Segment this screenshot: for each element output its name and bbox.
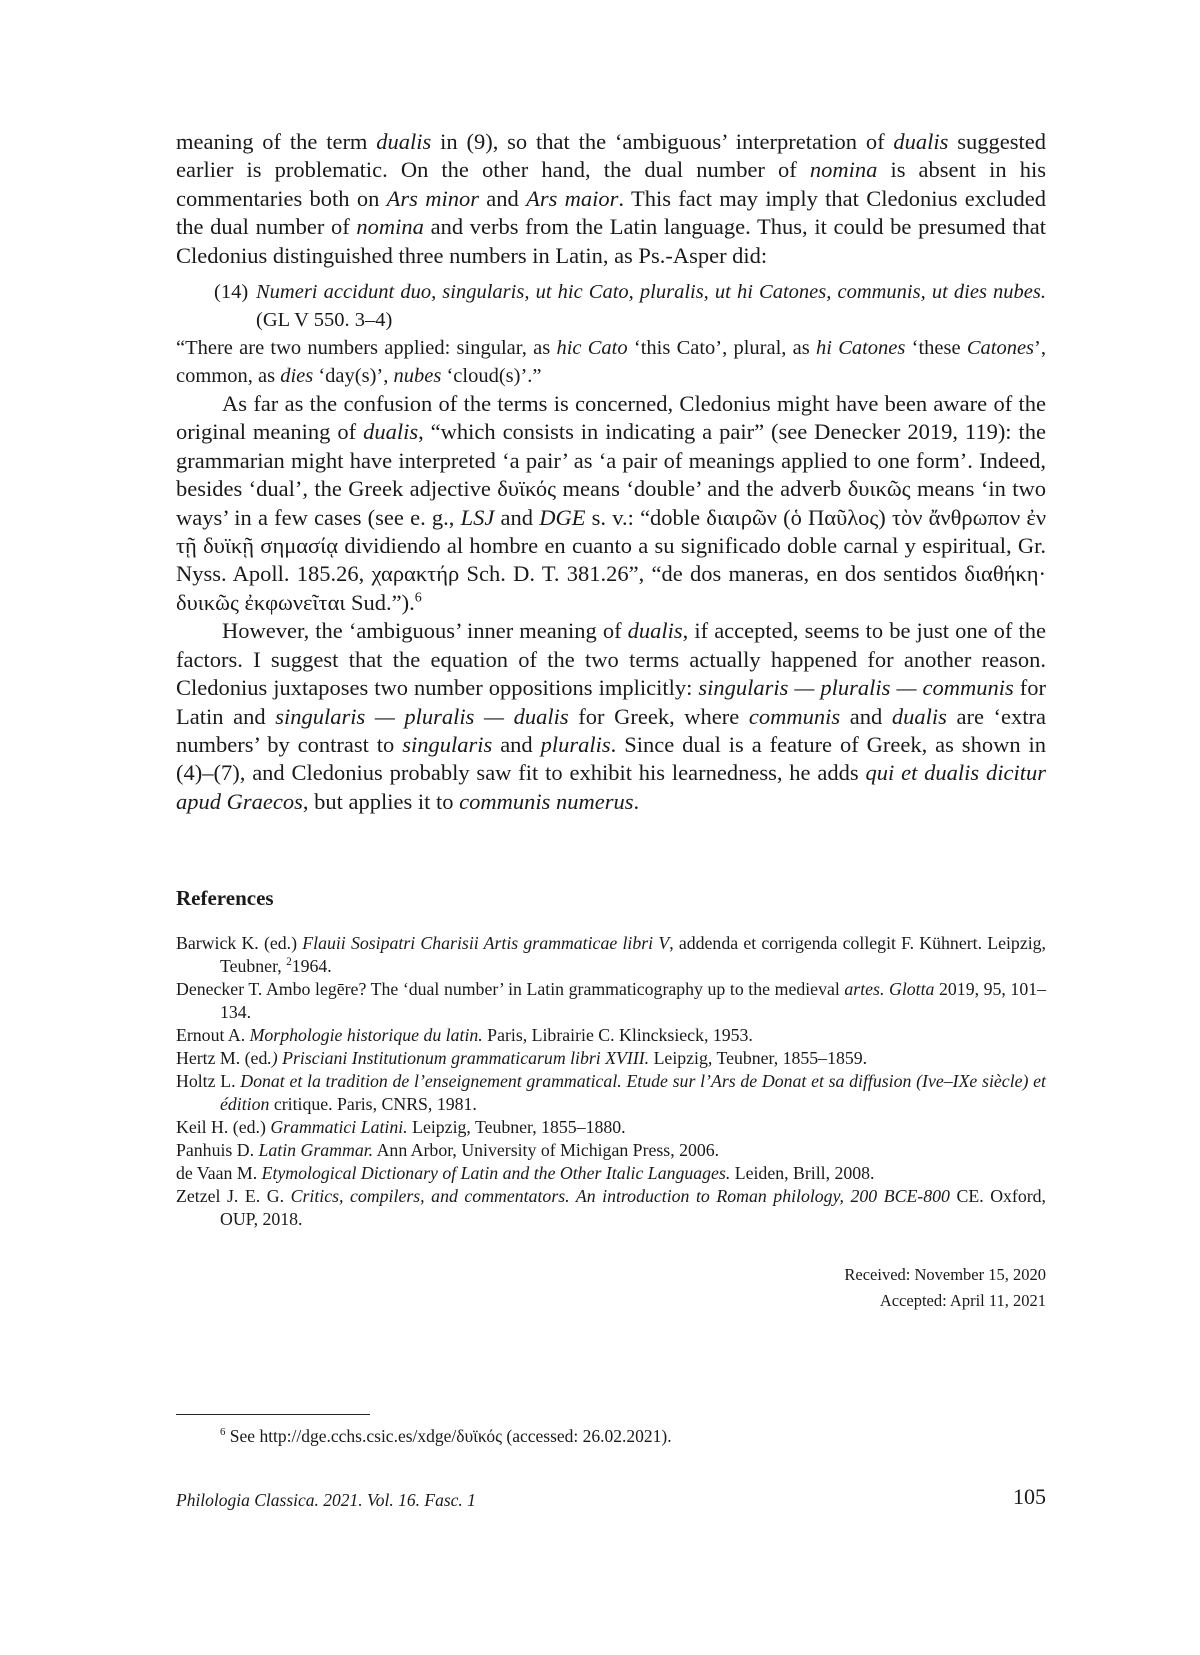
italic-text: dualis (363, 419, 419, 445)
paragraph (176, 390, 1046, 617)
reference-item (176, 1047, 1046, 1070)
italic-text: communis (748, 703, 841, 729)
text-run: for Greek, where (568, 703, 749, 729)
superscript: 6 (414, 590, 422, 606)
received-date: Received: November 15, 2020 (844, 1265, 1046, 1284)
italic-text: singularis (402, 731, 493, 757)
text-run: Ann Arbor, University of Michigan Press, 2006. (373, 1140, 720, 1160)
reference-item (176, 1024, 1046, 1047)
text-run: . (633, 788, 640, 814)
text-run: Zetzel J. E. G. (176, 1186, 291, 1206)
italic-text: singularis — pluralis — communis (698, 675, 1014, 701)
text-run: CE. Oxford, OUP, 2018. (220, 1186, 1046, 1229)
italic-text: Grammatici Latini. (270, 1117, 408, 1137)
text-run: Paris, Librairie C. Klincksieck, 1953. (482, 1025, 753, 1045)
text-run: , addenda et corrigenda collegit F. Kühnert. Leipzig, Teubner, (220, 933, 1046, 976)
italic-text: nomina (356, 214, 424, 240)
text-run: Leipzig, Teubner, 1855–1880. (407, 1117, 626, 1137)
text-run: 1964. (291, 956, 332, 976)
italic-text: hi Catones (816, 337, 906, 360)
italic-text: dualis (627, 618, 683, 644)
footnote-text: See http://dge.cchs.csic.es/xdge/δυϊκός (accessed: 26.02.2021). (225, 1426, 672, 1446)
text-run: ‘cloud(s)’.” (441, 365, 542, 388)
italic-text: pluralis (540, 731, 611, 757)
paragraph (176, 617, 1046, 816)
text-run: Denecker T. Ambo legēre? The ‘dual number’ in Latin grammaticography up to the medieval (176, 979, 845, 999)
italic-text: hic Cato (556, 337, 628, 360)
paragraph (176, 128, 1046, 270)
text-run: for Latin and (176, 675, 1046, 729)
italic-text: Catones (966, 337, 1035, 360)
text-run: As far as the confusion of the terms is concerned, Cledonius might have been aware of the original meaning of (176, 391, 1046, 445)
text-run: Hertz M. (ed (176, 1048, 268, 1068)
text-run: ’, common, as (176, 337, 1046, 388)
journal-citation: Philologia Classica. 2021. Vol. 16. Fasc. 1 (176, 1490, 476, 1510)
text-run: . Since dual is a feature of Greek, as shown in (4)–(7), and Cledonius probably saw fit to exhibit his learnedness, he adds (176, 731, 1046, 786)
italic-text: dualis (891, 703, 947, 729)
example-number: (14) (214, 281, 249, 304)
text-run: suggested earlier is problematic. On the other hand, the dual number of (176, 129, 1046, 183)
text-run: , “which consists in indicating a pair” (see Denecker 2019, 119): the grammarian might have interpreted ‘a pair’ as ‘a pair of meanings applied to one form’. Indeed, besides ‘dual’, the Greek adjective δυϊκός means ‘double’ and the adverb δυικῶς means ‘in two ways’ in a few cases (see e. g., (176, 419, 1046, 530)
text-run: Barwick K. (ed.) (176, 933, 303, 953)
footnote-marker: 6 (220, 1426, 226, 1439)
example-translation (176, 334, 1046, 390)
reference-item (176, 1185, 1046, 1231)
text-run: ‘day(s)’, (313, 365, 394, 388)
italic-text: LSJ (460, 504, 495, 530)
text-run: ‘this Cato’, plural, as (627, 337, 816, 360)
text-run: Ernout A. (176, 1025, 250, 1045)
italic-text: artes. Glotta (844, 979, 935, 999)
text-run: 2019, 95, 101–134. (220, 979, 1046, 1022)
main-text (176, 128, 1046, 816)
text-run: , but applies it to (302, 788, 460, 814)
text-run: Keil H. (ed.) (176, 1117, 271, 1137)
text-run: are ‘extra numbers’ by contrast to (176, 703, 1046, 757)
text-run: and (494, 504, 540, 530)
italic-text: Ars minor (386, 185, 479, 211)
italic-text: nomina (809, 157, 878, 183)
text-run: (GL V 550. 3–4) (256, 309, 393, 332)
reference-item (176, 1116, 1046, 1139)
text-run: However, the ‘ambiguous’ inner meaning of (222, 618, 628, 644)
italic-text: singularis — pluralis — dualis (275, 703, 569, 729)
references-list (176, 932, 1046, 1231)
reference-item (176, 978, 1046, 1024)
italic-text: Latin Grammar. (258, 1140, 374, 1160)
references-heading: References (176, 886, 274, 910)
italic-text: Flauii Sosipatri Charisii Artis grammaticae libri V (302, 933, 670, 953)
italic-text: DGE (539, 504, 586, 530)
text-run: Holtz L. (176, 1071, 241, 1091)
italic-text: Ars maior (526, 185, 619, 211)
italic-text: Morphologie historique du latin. (249, 1025, 483, 1045)
italic-text: Etymological Dictionary of Latin and the Other Italic Languages. (261, 1163, 731, 1183)
text-run: de Vaan M. (176, 1163, 262, 1183)
example-14 (176, 278, 1046, 334)
submission-dates (844, 1262, 1046, 1314)
example-text (256, 278, 1046, 334)
reference-item (176, 1139, 1046, 1162)
text-run: “There are two numbers applied: singular, as (176, 337, 557, 360)
reference-item (176, 932, 1046, 978)
text-run: s. v.: “doble διαιρῶν (ὁ Παῦλος) τὸν ἄνθρωπον ἐν τῇ δυϊκῇ σημασίᾳ dividiendo al hombre en cuanto a su significado doble carnal y espiritual, Gr. Nyss. Apoll. 185.26, χαρακτήρ Sch. D. T. 381.26”, “de dos maneras, en dos sentidos διαθήκη· δυικῶς ἐκφωνεῖται Sud.”). (176, 504, 1047, 615)
text-run: and (478, 185, 527, 211)
text-run: ‘these (905, 337, 967, 360)
italic-text: .) Prisciani Institutionum grammaticarum libri XVIII. (267, 1048, 650, 1068)
italic-text: dualis (376, 129, 432, 154)
text-run: in (9), so that the ‘ambiguous’ interpretation of (431, 129, 894, 154)
italic-text: Donat et la tradition de l’enseignement grammatical. Etude sur l’Ars de Donat et sa diffusion (Ive–IXe siècle) et édition (220, 1071, 1046, 1114)
text-run: meaning of the term (176, 129, 377, 154)
reference-item (176, 1070, 1046, 1116)
italic-text: communis numerus (459, 788, 634, 814)
footnote (220, 1426, 672, 1447)
superscript: 2 (286, 956, 292, 969)
page-number: 105 (1013, 1484, 1046, 1509)
text-run: and verbs from the Latin language. Thus, it could be presumed that Cledonius distinguished three numbers in Latin, as Ps.-Asper did: (176, 214, 1046, 268)
italic-text: qui et dualis dicitur apud Graecos (176, 760, 1047, 814)
text-run: and (840, 703, 892, 729)
italic-text: Critics, compilers, and commentators. An introduction to Roman philology, 200 BCE-800 (290, 1186, 950, 1206)
text-run: . This fact may imply that Cledonius excluded the dual number of (176, 185, 1046, 240)
text-run: is absent in his commentaries both on (176, 157, 1046, 211)
text-run: critique. Paris, CNRS, 1981. (269, 1094, 477, 1114)
text-run: Leiden, Brill, 2008. (730, 1163, 875, 1183)
text-run: and (492, 731, 541, 757)
italic-text: Numeri accidunt duo, singularis, ut hic Cato, pluralis, ut hi Catones, communis, ut dies nubes. (256, 281, 1046, 304)
text-run: , if accepted, seems to be just one of the factors. I suggest that the equation of the two terms actually happened for another reason. Cledonius juxtaposes two number oppositions implicitly: (176, 618, 1046, 701)
italic-text: dies (280, 365, 314, 388)
italic-text: dualis (893, 129, 949, 154)
reference-item (176, 1162, 1046, 1185)
text-run: Leipzig, Teubner, 1855–1859. (649, 1048, 868, 1068)
text-run: Panhuis D. (176, 1140, 259, 1160)
italic-text: nubes (393, 365, 442, 388)
accepted-date: Accepted: April 11, 2021 (879, 1291, 1046, 1310)
footnote-divider (176, 1414, 370, 1415)
